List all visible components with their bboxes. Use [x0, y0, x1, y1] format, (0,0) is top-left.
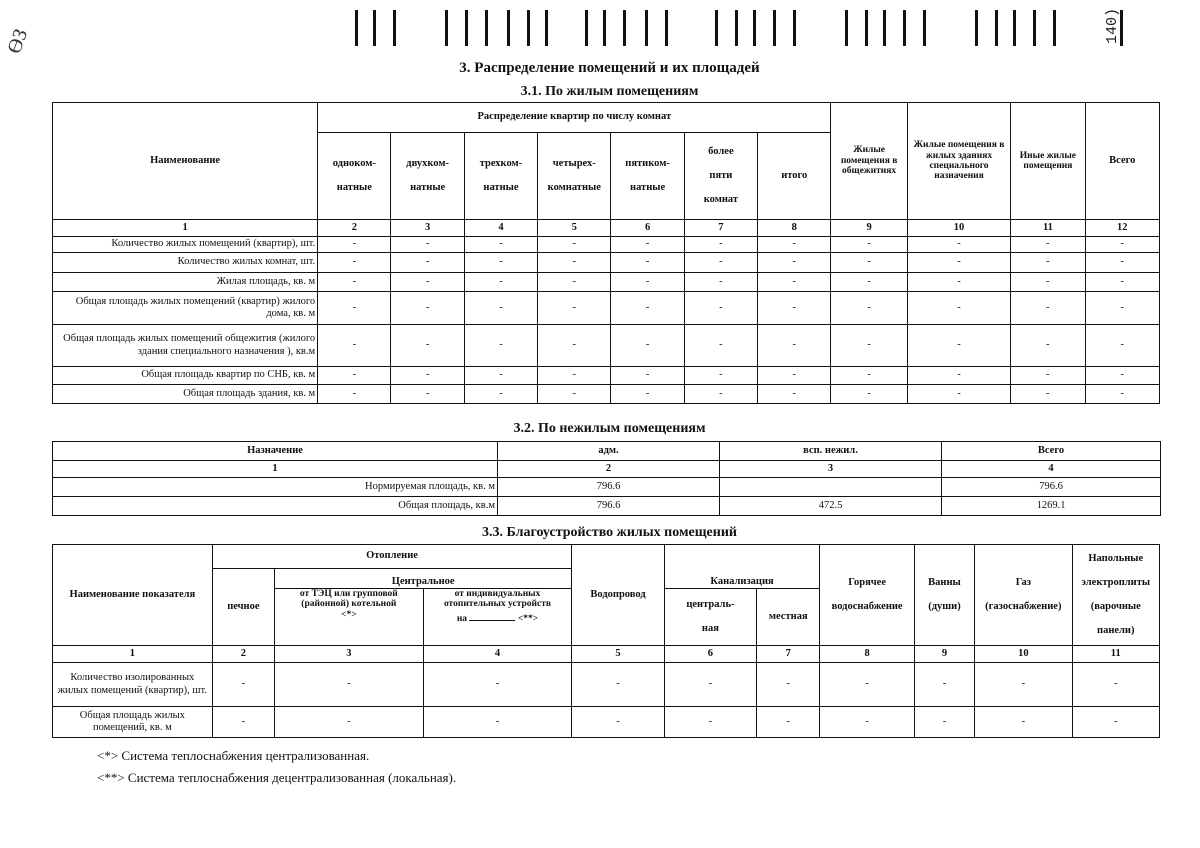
- header-room-distribution: Распределение квартир по числу комнат: [318, 103, 831, 133]
- column-number: 11: [1011, 220, 1085, 237]
- table-cell: -: [907, 367, 1010, 385]
- table-cell: -: [831, 292, 907, 325]
- table-cell: -: [611, 325, 684, 367]
- column-number: 1: [53, 461, 498, 478]
- table-cell: -: [391, 273, 464, 292]
- table-cell: -: [1072, 663, 1159, 707]
- column-number: 3: [275, 646, 424, 663]
- table-cell: -: [684, 237, 757, 253]
- header-2room: двухком- натные: [391, 133, 464, 220]
- table-row: [53, 497, 1161, 516]
- header-stove: печное: [212, 569, 274, 646]
- table-cell: 1269.1: [942, 497, 1161, 516]
- table-cell: -: [464, 385, 537, 404]
- table-cell: -: [758, 292, 831, 325]
- table-cell: -: [664, 663, 756, 707]
- row-label: Жилая площадь, кв. м: [53, 273, 318, 292]
- table-cell: -: [318, 253, 391, 273]
- table-cell: -: [611, 292, 684, 325]
- table-cell: 796.6: [498, 497, 720, 516]
- table-row: [53, 367, 1160, 385]
- header-special: Жилые помещения в жилых зданиях специального назначения: [907, 103, 1010, 220]
- section-3-1-title: 3.1. По жилым помещениям: [520, 84, 699, 99]
- table-cell: -: [611, 253, 684, 273]
- table-cell: -: [538, 325, 611, 367]
- table-cell: -: [1011, 253, 1085, 273]
- table-cell: -: [538, 385, 611, 404]
- column-number: 7: [684, 220, 757, 237]
- table-cell: -: [684, 253, 757, 273]
- page-title: 3. Распределение помещений и их площадей: [459, 60, 760, 76]
- header-sewer-local: местная: [757, 589, 820, 646]
- table-cell: -: [464, 237, 537, 253]
- table-cell: -: [914, 707, 974, 738]
- table-row: [53, 253, 1160, 273]
- table-cell: -: [831, 385, 907, 404]
- table-cell: -: [758, 273, 831, 292]
- section-3-2-title: 3.2. По нежилым помещениям: [513, 421, 706, 436]
- table-cell: -: [1072, 707, 1159, 738]
- column-number: 6: [664, 646, 756, 663]
- barcode-number: 140): [1104, 8, 1121, 45]
- column-number: 9: [831, 220, 907, 237]
- row-label: Общая площадь квартир по СНБ, кв. м: [53, 367, 318, 385]
- table-cell: -: [907, 385, 1010, 404]
- header-adm: адм.: [498, 442, 720, 461]
- table-cell: -: [1085, 253, 1159, 273]
- table-cell: -: [1085, 325, 1159, 367]
- table-cell: -: [820, 707, 914, 738]
- table-cell: -: [1011, 325, 1085, 367]
- header-purpose: Назначение: [53, 442, 498, 461]
- barcode-image: [355, 8, 1130, 48]
- table-cell: -: [423, 707, 572, 738]
- table-cell: -: [831, 273, 907, 292]
- header-name: Наименование: [53, 103, 318, 220]
- table-cell: -: [1085, 237, 1159, 253]
- table-cell: -: [538, 292, 611, 325]
- table-cell: -: [391, 385, 464, 404]
- table-cell: -: [464, 253, 537, 273]
- column-number: 8: [820, 646, 914, 663]
- table-cell: -: [611, 367, 684, 385]
- header-sewer: Канализация: [664, 545, 820, 589]
- table-cell: 796.6: [942, 478, 1161, 497]
- table-cell: -: [275, 707, 424, 738]
- row-label: Общая площадь, кв.м: [53, 497, 498, 516]
- table-cell: -: [975, 707, 1072, 738]
- column-number: 2: [498, 461, 720, 478]
- table-cell: -: [831, 253, 907, 273]
- header-more5: более пяти комнат: [684, 133, 757, 220]
- nonresidential-table: [52, 441, 1161, 516]
- table-cell: -: [664, 707, 756, 738]
- table-cell: -: [611, 273, 684, 292]
- table-cell: -: [318, 367, 391, 385]
- table-cell: -: [757, 663, 820, 707]
- column-numbers-row: [53, 646, 1160, 663]
- table-cell: -: [538, 237, 611, 253]
- row-label: Количество жилых комнат, шт.: [53, 253, 318, 273]
- table-cell: -: [538, 367, 611, 385]
- table-cell: -: [831, 237, 907, 253]
- table-cell: -: [464, 273, 537, 292]
- header-gas: Газ (газоснабжение): [975, 545, 1072, 646]
- table-cell: -: [684, 292, 757, 325]
- table-cell: -: [391, 325, 464, 367]
- table-cell: -: [572, 707, 664, 738]
- row-label: Общая площадь жилых помещений общежития (жилого здания специального назначения ), кв.м: [53, 325, 318, 367]
- table-cell: -: [907, 292, 1010, 325]
- table-cell: 472.5: [720, 497, 942, 516]
- section-3-3-title: 3.3. Благоустройство жилых помещений: [482, 525, 737, 540]
- column-number: 5: [572, 646, 664, 663]
- header-3room: трехком- натные: [464, 133, 537, 220]
- table-cell: -: [318, 237, 391, 253]
- header-stoves: Напольные электроплиты (варочные панели): [1072, 545, 1159, 646]
- row-label: Общая площадь здания, кв. м: [53, 385, 318, 404]
- corner-handwritten-mark: ӨЗ: [3, 26, 33, 57]
- column-number: 12: [1085, 220, 1159, 237]
- table-cell: -: [538, 273, 611, 292]
- column-number: 9: [914, 646, 974, 663]
- table-cell: -: [907, 237, 1010, 253]
- table-cell: -: [1011, 292, 1085, 325]
- header-baths: Ванны (души): [914, 545, 974, 646]
- table-cell: -: [1085, 292, 1159, 325]
- table-cell: -: [1011, 385, 1085, 404]
- table-row: [53, 292, 1160, 325]
- column-number: 7: [757, 646, 820, 663]
- column-number: 8: [758, 220, 831, 237]
- table-cell: 796.6: [498, 478, 720, 497]
- column-numbers-row: [53, 220, 1160, 237]
- table-cell: -: [611, 237, 684, 253]
- table-cell: -: [318, 385, 391, 404]
- table-cell: -: [318, 273, 391, 292]
- table-cell: -: [684, 367, 757, 385]
- row-label: Общая площадь жилых помещений, кв. м: [53, 707, 213, 738]
- header-4room: четырех- комнатные: [538, 133, 611, 220]
- table-cell: -: [907, 325, 1010, 367]
- column-number: 3: [391, 220, 464, 237]
- table-cell: -: [464, 325, 537, 367]
- header-central: Центральное: [275, 569, 572, 589]
- table-row: [53, 237, 1160, 253]
- column-number: 2: [318, 220, 391, 237]
- table-cell: -: [611, 385, 684, 404]
- table-row: [53, 385, 1160, 404]
- header-sewer-central: централь- ная: [664, 589, 756, 646]
- table-cell: -: [423, 663, 572, 707]
- header-total: Всего: [1085, 103, 1159, 220]
- table-cell: -: [464, 292, 537, 325]
- table-cell: -: [831, 325, 907, 367]
- row-label: Общая площадь жилых помещений (квартир) жилого дома, кв. м: [53, 292, 318, 325]
- table-cell: -: [318, 292, 391, 325]
- table-cell: [720, 478, 942, 497]
- table-cell: -: [758, 385, 831, 404]
- header-central-tec: от ТЭЦ или групповой (районной) котельной <*>: [275, 589, 424, 646]
- column-number: 4: [464, 220, 537, 237]
- header-itogo: итого: [758, 133, 831, 220]
- column-number: 1: [53, 220, 318, 237]
- table-cell: -: [914, 663, 974, 707]
- residential-table: [52, 102, 1160, 404]
- row-label: Количество жилых помещений (квартир), шт.: [53, 237, 318, 253]
- footnote-decentral: <**> Система теплоснабжения децентрализованная (локальная).: [97, 770, 457, 785]
- row-label: Нормируемая площадь, кв. м: [53, 478, 498, 497]
- table-cell: -: [758, 237, 831, 253]
- header-central-individual: от индивидуальных отопительных устройств на <**>: [423, 589, 572, 646]
- table-cell: -: [464, 367, 537, 385]
- table-cell: -: [820, 663, 914, 707]
- table-cell: -: [1011, 367, 1085, 385]
- table-cell: -: [212, 663, 274, 707]
- table-cell: -: [572, 663, 664, 707]
- table-cell: -: [757, 707, 820, 738]
- table-cell: -: [907, 273, 1010, 292]
- header-indicator: Наименование показателя: [53, 545, 213, 646]
- table-cell: -: [318, 325, 391, 367]
- table-cell: -: [1011, 273, 1085, 292]
- column-number: 11: [1072, 646, 1159, 663]
- column-number: 10: [907, 220, 1010, 237]
- header-total: Всего: [942, 442, 1161, 461]
- header-water: Водопровод: [572, 545, 664, 646]
- table-row: [53, 325, 1160, 367]
- table-row: [53, 707, 1160, 738]
- table-cell: -: [1085, 367, 1159, 385]
- table-row: [53, 478, 1161, 497]
- column-number: 1: [53, 646, 213, 663]
- table-cell: -: [391, 367, 464, 385]
- header-aux: всп. нежил.: [720, 442, 942, 461]
- table-cell: -: [684, 325, 757, 367]
- header-heating: Отопление: [212, 545, 572, 569]
- table-cell: -: [758, 253, 831, 273]
- column-numbers-row: [53, 461, 1161, 478]
- table-cell: -: [275, 663, 424, 707]
- column-number: 4: [423, 646, 572, 663]
- table-cell: -: [684, 385, 757, 404]
- row-label: Количество изолированных жилых помещений (квартир), шт.: [53, 663, 213, 707]
- column-number: 4: [942, 461, 1161, 478]
- header-other: Иные жилые помещения: [1011, 103, 1085, 220]
- column-number: 10: [975, 646, 1072, 663]
- column-number: 5: [538, 220, 611, 237]
- table-cell: -: [1011, 237, 1085, 253]
- table-cell: -: [212, 707, 274, 738]
- table-cell: -: [831, 367, 907, 385]
- column-number: 2: [212, 646, 274, 663]
- table-cell: -: [538, 253, 611, 273]
- table-cell: -: [391, 253, 464, 273]
- footnote-central: <*> Система теплоснабжения централизованная.: [97, 748, 370, 763]
- table-cell: -: [975, 663, 1072, 707]
- table-cell: -: [1085, 385, 1159, 404]
- table-cell: -: [907, 253, 1010, 273]
- table-cell: -: [758, 325, 831, 367]
- table-cell: -: [391, 237, 464, 253]
- header-hot-water: Горячее водоснабжение: [820, 545, 914, 646]
- header-dormitory: Жилые помещения в общежитиях: [831, 103, 907, 220]
- table-row: [53, 273, 1160, 292]
- header-5room: пятиком- натные: [611, 133, 684, 220]
- table-cell: -: [684, 273, 757, 292]
- table-row: [53, 663, 1160, 707]
- column-number: 6: [611, 220, 684, 237]
- table-cell: -: [758, 367, 831, 385]
- table-cell: -: [1085, 273, 1159, 292]
- table-cell: -: [391, 292, 464, 325]
- column-number: 3: [720, 461, 942, 478]
- amenities-table: [52, 544, 1160, 738]
- header-1room: одноком- натные: [318, 133, 391, 220]
